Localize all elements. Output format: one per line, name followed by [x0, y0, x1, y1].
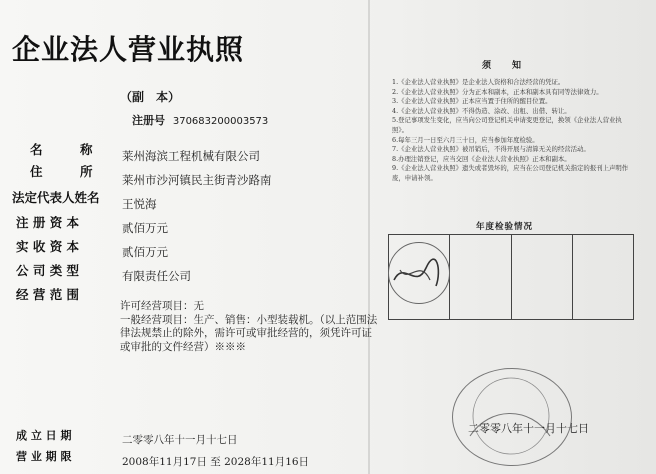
notice-item: 6.每年三月一日至六月三十日，应当参加年度检验。	[392, 135, 539, 144]
value-established: 二零零八年十一月十七日	[122, 434, 238, 446]
notice-list	[392, 78, 637, 184]
value-reg-capital: 贰佰万元	[122, 221, 168, 235]
issue-date: 二零零八年十一月十七日	[468, 422, 589, 435]
inspection-cell	[512, 235, 573, 319]
value-name: 莱州海滨工程机械有限公司	[122, 149, 260, 163]
authority-seal-marks	[450, 366, 572, 466]
scope-licensed: 许可经营项目：无	[120, 300, 204, 312]
label-paid-capital: 实 收 资 本	[16, 239, 80, 254]
license-title: 企业法人营业执照	[12, 33, 245, 66]
value-term: 2008年11月17日 至 2028年11月16日	[122, 456, 310, 468]
inspection-cell	[450, 235, 511, 319]
value-address: 莱州市沙河镇民主街青沙路南	[122, 173, 272, 187]
label-term: 营 业 期 限	[16, 450, 72, 463]
notice-item: 4.《企业法人营业执照》不得伪造、涂改、出租、出借、转让。	[392, 106, 571, 115]
notice-item: 9.《企业法人营业执照》遗失或者毁坏的，应当在公司登记机关指定的报刊上声明作废，申请补领。	[392, 164, 629, 182]
label-address: 住 所	[30, 164, 93, 179]
notice-item: 1.《企业法人营业执照》是企业法人资格和合法经营的凭证。	[392, 78, 565, 86]
reg-number: 370683200003573	[172, 116, 269, 127]
label-established: 成 立 日 期	[16, 429, 72, 442]
annual-inspection-title: 年度检验情况	[476, 222, 534, 232]
registration-number	[132, 112, 268, 128]
notice-item: 5.登记事项发生变化，应当向公司登记机关申请变更登记，换领《企业法人营业执照》。	[392, 116, 622, 134]
notice-item: 3.《企业法人营业执照》正本应当置于住所的醒目位置。	[392, 97, 552, 106]
notice-title: 须 知	[482, 61, 528, 71]
copy-subtitle: （副 本）	[120, 90, 181, 104]
value-company-type: 有限责任公司	[122, 269, 191, 283]
notice-item: 2.《企业法人营业执照》分为正本和副本，正本和副本具有同等法律效力。	[392, 87, 603, 96]
inspection-cell	[573, 235, 633, 319]
scope-general: 一般经营项目：生产、销售：小型装载机。（以上范围法律法规禁止的除外，需许可或审批经营的，须凭许可证或审批的文件经营）※※※	[120, 313, 378, 353]
label-reg-capital: 注 册 资 本	[16, 215, 80, 230]
label-legal-rep: 法定代表人姓名	[12, 190, 100, 205]
label-company-type: 公 司 类 型	[16, 263, 80, 278]
inspection-seal-scribble	[386, 240, 450, 304]
label-scope: 经 营 范 围	[16, 287, 80, 302]
notice-item: 7.《企业法人营业执照》被吊销后，不得开展与清算无关的经营活动。	[392, 145, 590, 154]
reg-label: 注册号	[132, 114, 165, 127]
fold-line	[368, 0, 370, 474]
value-paid-capital: 贰佰万元	[122, 245, 168, 259]
notice-item: 8.办理注销登记，应当交回《企业法人营业执照》正本和副本。	[392, 154, 571, 163]
business-scope	[120, 300, 382, 354]
value-legal-rep: 王悦海	[122, 197, 157, 211]
label-name: 名 称	[30, 142, 93, 157]
